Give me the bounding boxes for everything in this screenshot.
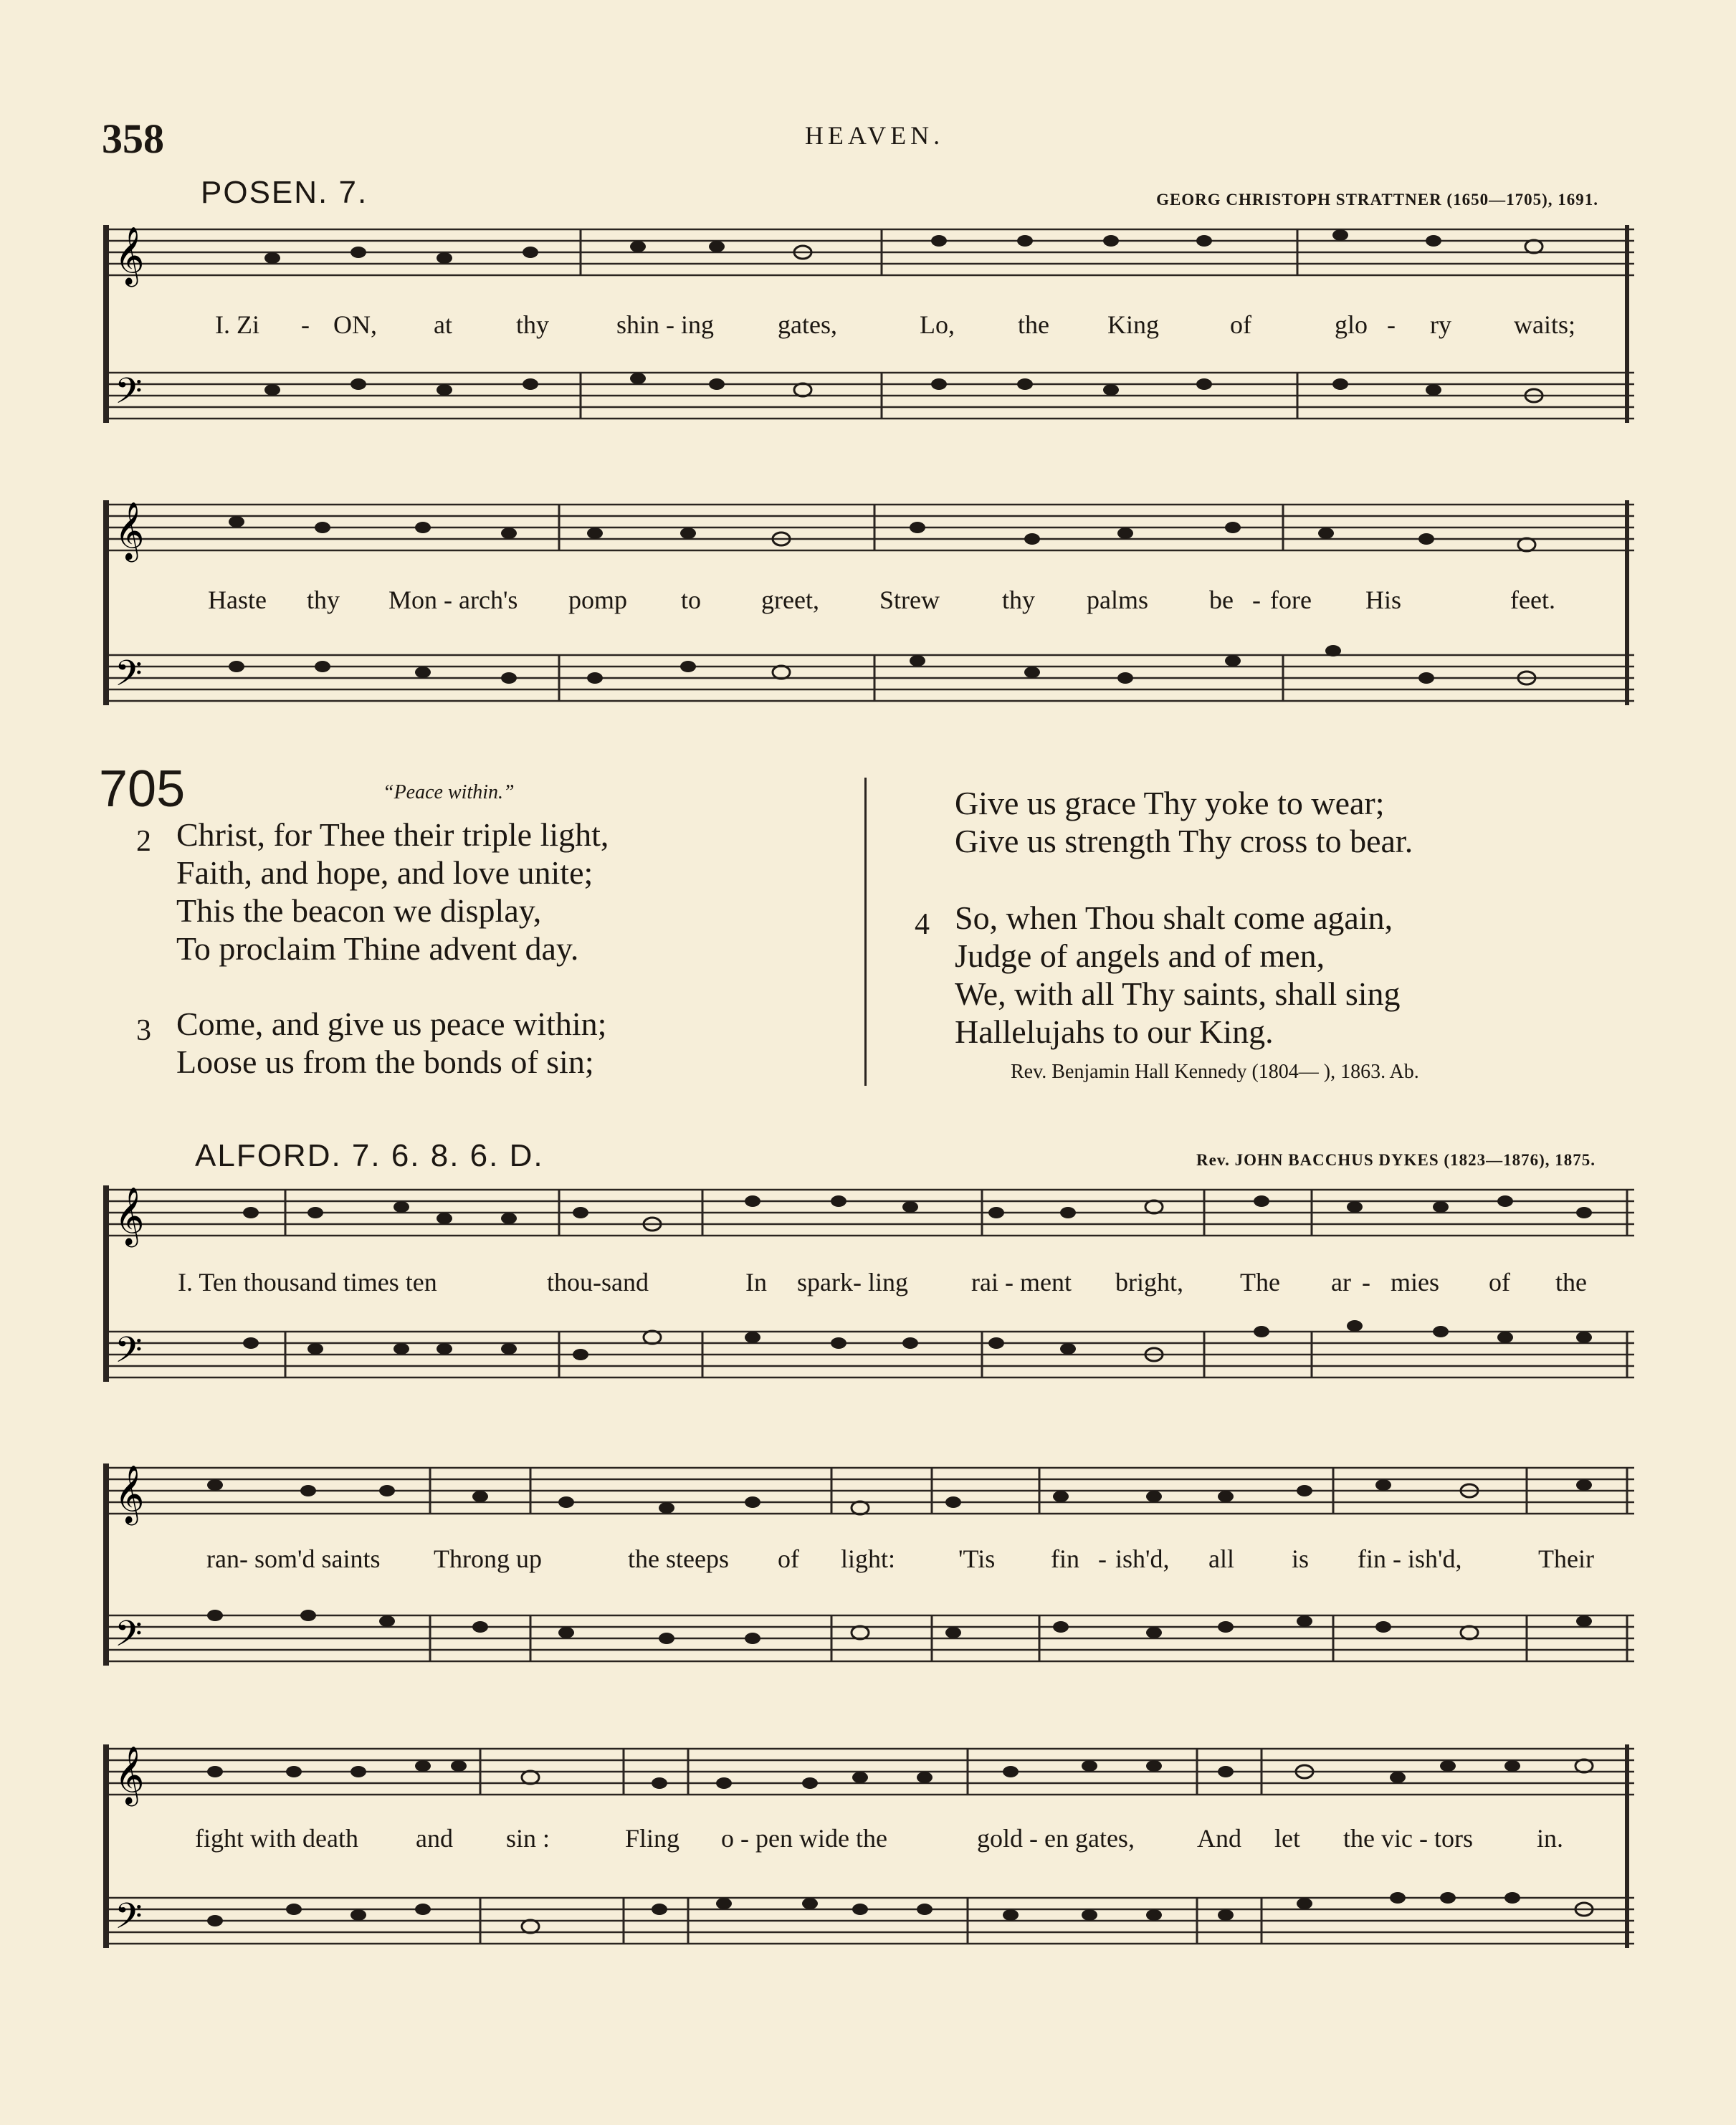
verse-line: Give us strength Thy cross to bear. bbox=[955, 823, 1413, 859]
verse-2 bbox=[176, 816, 609, 968]
treble-staff bbox=[108, 229, 1634, 275]
column-divider bbox=[864, 778, 867, 1086]
lyric: fin bbox=[1051, 1544, 1079, 1573]
verse-4 bbox=[955, 899, 1401, 1051]
lyric: fight with death bbox=[195, 1824, 358, 1853]
lyric: feet. bbox=[1510, 586, 1555, 614]
verse-line: Faith, and hope, and love unite; bbox=[176, 854, 593, 891]
bass-clef-icon: 𝄢 bbox=[115, 653, 143, 703]
lyric: His bbox=[1365, 586, 1402, 614]
verse-line: Come, and give us peace within; bbox=[176, 1006, 607, 1042]
lyric-line-alford-2 bbox=[0, 1544, 1736, 1577]
treble-clef-icon: 𝄞 bbox=[115, 226, 145, 285]
verse-line: This the beacon we display, bbox=[176, 892, 542, 929]
lyric: thy bbox=[1002, 586, 1036, 614]
lyric: thou-sand bbox=[547, 1268, 649, 1297]
lyric: 'Tis bbox=[958, 1544, 996, 1573]
lyric: gold - en gates, bbox=[977, 1824, 1135, 1853]
tune-name-posen: POSEN. 7. bbox=[201, 175, 368, 210]
bass-clef-icon: 𝄢 bbox=[115, 1896, 143, 1946]
verse-number: 4 bbox=[915, 908, 930, 941]
lyric: to bbox=[681, 586, 702, 614]
lyric: fin - ish'd, bbox=[1358, 1544, 1462, 1573]
lyric-line-alford-1 bbox=[0, 1267, 1736, 1300]
lyric: be bbox=[1209, 586, 1234, 614]
verse-line: So, when Thou shalt come again, bbox=[955, 899, 1393, 936]
lyric: light: bbox=[841, 1544, 896, 1573]
hymn-title: “Peace within.” bbox=[383, 781, 515, 803]
lyric: sin : bbox=[506, 1824, 550, 1853]
lyric: waits; bbox=[1514, 310, 1575, 339]
verse-line: Give us grace Thy yoke to wear; bbox=[955, 785, 1385, 821]
lyric: palms bbox=[1087, 586, 1148, 614]
lyric: greet, bbox=[761, 586, 819, 614]
lyric: in. bbox=[1537, 1824, 1564, 1853]
lyric: I. Zi bbox=[215, 310, 259, 339]
lyric: let bbox=[1274, 1824, 1300, 1853]
lyric: - bbox=[1098, 1544, 1107, 1573]
lyric: ar bbox=[1331, 1268, 1351, 1297]
lyric: And bbox=[1197, 1824, 1241, 1853]
lyric: Mon - arch's bbox=[388, 586, 518, 614]
lyric: - bbox=[1387, 310, 1396, 339]
lyric-line-alford-3 bbox=[0, 1823, 1736, 1856]
lyric-line-posen-2 bbox=[0, 585, 1736, 618]
lyric: of bbox=[778, 1544, 799, 1573]
lyric: thy bbox=[516, 310, 550, 339]
lyric: The bbox=[1240, 1268, 1280, 1297]
verse-3b bbox=[955, 784, 1413, 860]
lyric: gates, bbox=[778, 310, 837, 339]
page-number: 358 bbox=[102, 115, 164, 162]
lyric: fore bbox=[1270, 586, 1312, 614]
lyric: - bbox=[301, 310, 310, 339]
lyric: glo bbox=[1335, 310, 1368, 339]
lyric: Lo, bbox=[920, 310, 955, 339]
lyric: ran- som'd saints bbox=[206, 1544, 381, 1573]
lyric: ish'd, bbox=[1115, 1544, 1170, 1573]
lyric: Their bbox=[1538, 1544, 1594, 1573]
lyric: the steeps bbox=[628, 1544, 729, 1573]
lyric: ON, bbox=[333, 310, 377, 339]
lyric: the bbox=[1018, 310, 1049, 339]
lyric: of bbox=[1489, 1268, 1510, 1297]
lyric: Fling bbox=[625, 1824, 680, 1853]
lyric: In bbox=[745, 1268, 767, 1297]
lyric: all bbox=[1208, 1544, 1234, 1573]
lyric: bright, bbox=[1115, 1268, 1183, 1297]
running-head: HEAVEN. bbox=[804, 121, 945, 150]
hymn-number: 705 bbox=[99, 760, 186, 818]
bass-clef-icon: 𝄢 bbox=[115, 1329, 143, 1380]
lyric: King bbox=[1107, 310, 1159, 339]
lyric: mies bbox=[1391, 1268, 1439, 1297]
verse-line: We, with all Thy saints, shall sing bbox=[955, 975, 1401, 1012]
lyric: ry bbox=[1430, 310, 1451, 339]
author-credit: Rev. Benjamin Hall Kennedy (1804— ), 1863. Ab. bbox=[1011, 1061, 1419, 1083]
lyric: at bbox=[434, 310, 452, 339]
lyric: Throng up bbox=[434, 1544, 542, 1573]
composer-posen: GEORG CHRISTOPH STRATTNER (1650—1705), 1691. bbox=[1156, 191, 1598, 209]
composer-alford: Rev. JOHN BACCHUS DYKES (1823—1876), 1875. bbox=[1196, 1151, 1596, 1169]
tune-name-alford: ALFORD. 7. 6. 8. 6. D. bbox=[195, 1138, 544, 1173]
lyric: rai - ment bbox=[971, 1268, 1072, 1297]
lyric: Strew bbox=[879, 586, 940, 614]
lyric: the bbox=[1555, 1268, 1587, 1297]
lyric: I. Ten thousand times ten bbox=[178, 1268, 437, 1297]
lyric: - bbox=[1252, 586, 1261, 614]
bass-clef-icon: 𝄢 bbox=[115, 371, 143, 421]
treble-clef-icon: 𝄞 bbox=[115, 1186, 145, 1245]
lyric: o - pen wide the bbox=[721, 1824, 887, 1853]
treble-clef-icon: 𝄞 bbox=[115, 1745, 145, 1804]
verse-line: Hallelujahs to our King. bbox=[955, 1013, 1274, 1050]
lyric: Haste bbox=[208, 586, 267, 614]
lyric: - bbox=[1362, 1268, 1370, 1297]
verse-3a bbox=[176, 1005, 606, 1081]
verse-line: Loose us from the bonds of sin; bbox=[176, 1044, 594, 1080]
treble-clef-icon: 𝄞 bbox=[115, 501, 145, 560]
verse-number: 2 bbox=[136, 825, 151, 858]
verse-line: To proclaim Thine advent day. bbox=[176, 930, 579, 967]
bass-staff bbox=[108, 373, 1634, 419]
lyric: the vic - tors bbox=[1343, 1824, 1473, 1853]
verse-line: Judge of angels and of men, bbox=[955, 937, 1325, 974]
lyric: spark- ling bbox=[797, 1268, 908, 1297]
lyric: and bbox=[416, 1824, 453, 1853]
treble-clef-icon: 𝄞 bbox=[115, 1464, 145, 1523]
lyric: is bbox=[1292, 1544, 1310, 1573]
verse-number: 3 bbox=[136, 1014, 151, 1047]
lyric: shin - ing bbox=[616, 310, 715, 339]
lyric: of bbox=[1230, 310, 1251, 339]
bass-clef-icon: 𝄢 bbox=[115, 1613, 143, 1663]
verse-line: Christ, for Thee their triple light, bbox=[176, 816, 609, 853]
lyric: thy bbox=[307, 586, 340, 614]
lyric: pomp bbox=[568, 586, 628, 614]
lyric-line-posen-1 bbox=[0, 310, 1736, 343]
